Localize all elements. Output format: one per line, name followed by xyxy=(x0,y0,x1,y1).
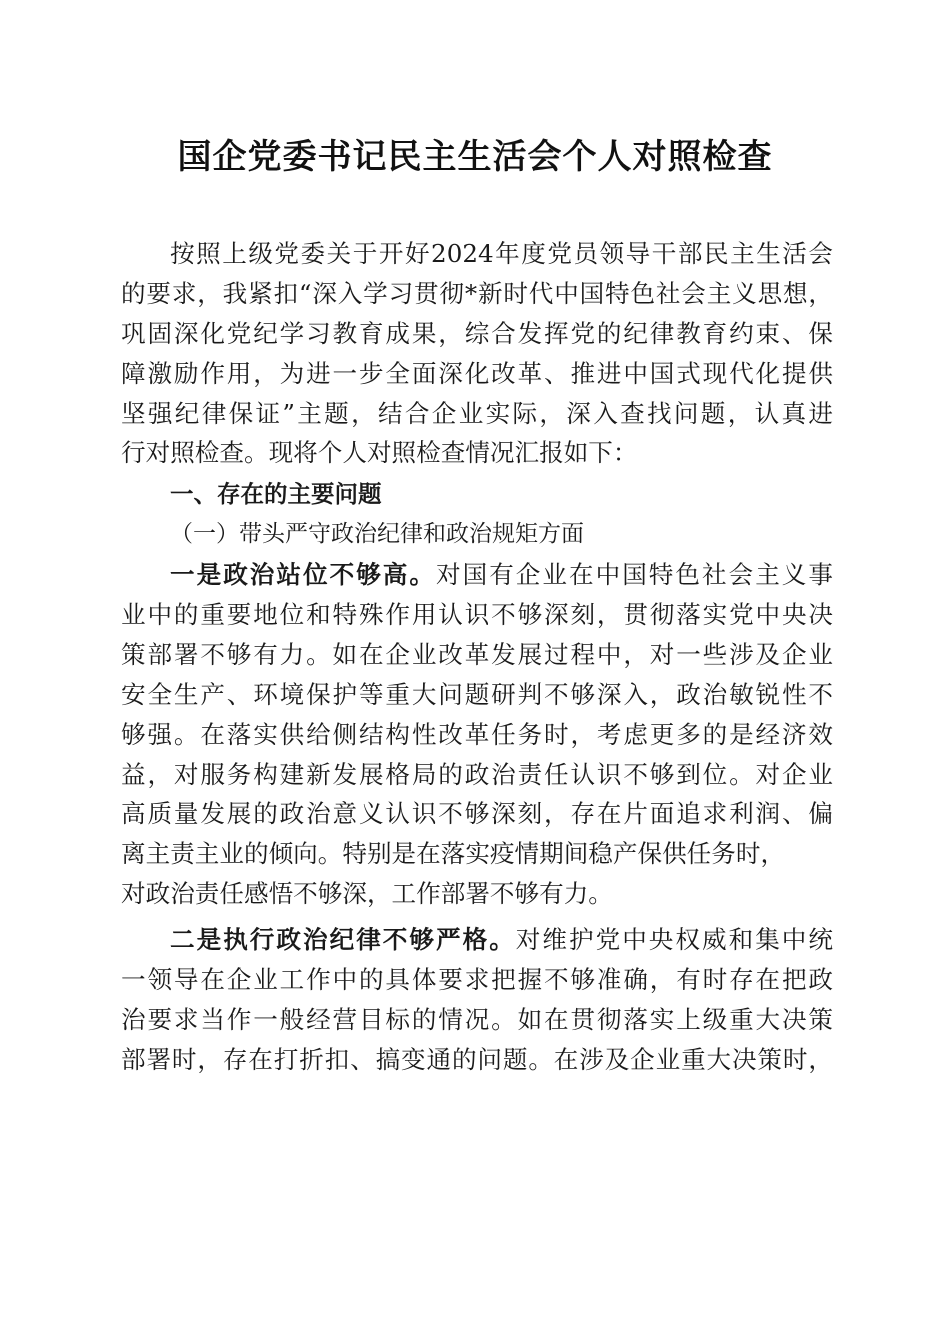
point-lead: 二是执行政治纪律不够严格。 xyxy=(170,925,516,955)
document-title: 国企党委书记民主生活会个人对照检查 xyxy=(177,137,773,177)
point-line xyxy=(121,555,833,595)
point-line: 治要求当作一般经营目标的情况。如在贯彻落实上级重大决策 xyxy=(121,1004,833,1034)
point-line: 一领导在企业工作中的具体要求把握不够准确，有时存在把政 xyxy=(121,965,833,995)
point-two-paragraph xyxy=(121,920,833,1080)
point-text: 对国有企业在中国特色社会主义事 xyxy=(436,560,833,590)
point-lead: 一是政治站位不够高。 xyxy=(170,560,436,590)
section-heading: 一、存在的主要问题 xyxy=(170,480,382,509)
point-line: 策部署不够有力。如在企业改革发展过程中，对一些涉及企业 xyxy=(121,639,833,669)
point-line: 够强。在落实供给侧结构性改革任务时，考虑更多的是经济效 xyxy=(121,719,833,749)
document-body xyxy=(121,234,833,1080)
point-line: 对政治责任感悟不够深，工作部署不够有力。 xyxy=(121,879,613,909)
intro-line: 巩固深化党纪学习教育成果，综合发挥党的纪律教育约束、保 xyxy=(121,318,833,348)
subsection-heading: （一）带头严守政治纪律和政治规矩方面 xyxy=(170,521,584,548)
point-line xyxy=(121,920,833,960)
intro-line: 坚强纪律保证”主题，结合企业实际，深入查找问题，认真进 xyxy=(121,398,833,428)
point-one-paragraph xyxy=(121,555,833,914)
point-line: 业中的重要地位和特殊作用认识不够深刻，贯彻落实党中央决 xyxy=(121,600,833,630)
point-line: 益，对服务构建新发展格局的政治责任认识不够到位。对企业 xyxy=(121,759,833,789)
point-line: 高质量发展的政治意义认识不够深刻，存在片面追求利润、偏 xyxy=(121,799,833,829)
intro-line: 的要求，我紧扣“深入学习贯彻*新时代中国特色社会主义思想， xyxy=(121,278,833,308)
intro-line: 行对照检查。现将个人对照检查情况汇报如下： xyxy=(121,438,638,468)
intro-line: 障激励作用，为进一步全面深化改革、推进中国式现代化提供 xyxy=(121,358,833,388)
intro-paragraph xyxy=(121,234,833,473)
point-line: 部署时，存在打折扣、搞变通的问题。在涉及企业重大决策时， xyxy=(121,1044,833,1074)
point-line: 安全生产、环境保护等重大问题研判不够深入，政治敏锐性不 xyxy=(121,679,833,709)
point-line: 离主责主业的倾向。特别是在落实疫情期间稳产保供任务时， xyxy=(121,839,786,869)
intro-line: 按照上级党委关于开好2024年度党员领导干部民主生活会 xyxy=(170,239,833,268)
point-text: 对维护党中央权威和集中统 xyxy=(515,925,833,955)
